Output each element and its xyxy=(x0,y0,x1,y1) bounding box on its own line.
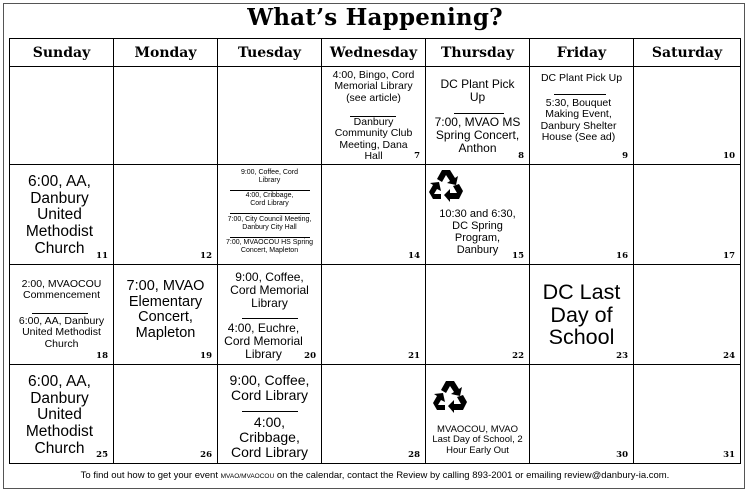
event-aa: 6:00, AA, Danbury United Methodist Church xyxy=(18,315,105,350)
footer-contact-text: on the calendar, contact the Review by calling 893-2001 or emailing review@danbury-ia.com. xyxy=(274,470,670,481)
day-cell-18 xyxy=(10,265,114,365)
event-community-club: Danbury Community Club Meeting, Dana Hall xyxy=(334,116,413,162)
day-cell-15 xyxy=(426,165,530,265)
day-cell-19 xyxy=(114,265,218,365)
event-coffee: 9:00, Coffee, Cord Library xyxy=(229,372,310,404)
day-header-thursday: Thursday xyxy=(426,39,530,67)
day-header-sunday: Sunday xyxy=(10,39,114,67)
day-cell-29 xyxy=(426,365,530,463)
day-number: 9 xyxy=(622,151,628,161)
event-cribbage: 4:00, Cribbage, Cord Library xyxy=(245,192,294,207)
day-cell-13 xyxy=(218,165,322,265)
day-number: 28 xyxy=(408,450,420,460)
event-cribbage: 4:00, Cribbage, Cord Library xyxy=(230,414,309,461)
event-coffee: 9:00, Coffee, Cord Library xyxy=(240,169,299,184)
event-plant-pickup: DC Plant Pick Up xyxy=(440,77,515,104)
day-cell-12 xyxy=(114,165,218,265)
event-divider xyxy=(242,318,298,319)
day-cell-21 xyxy=(322,265,426,365)
event-divider xyxy=(230,237,310,238)
day-cell-20 xyxy=(218,265,322,365)
day-number: 25 xyxy=(96,450,108,460)
day-number: 11 xyxy=(96,251,108,261)
day-cell-empty xyxy=(218,67,322,165)
event-divider xyxy=(230,190,310,191)
day-cell-28 xyxy=(322,365,426,463)
day-cell-empty xyxy=(10,67,114,165)
calendar-grid xyxy=(9,38,741,464)
event-hs-concert: 7:00, MVAOCOU HS Spring Concert, Mapleton xyxy=(225,239,313,254)
event-divider xyxy=(454,113,504,114)
event-coffee: 9:00, Coffee, Cord Memorial Library xyxy=(230,270,309,310)
day-cell-11 xyxy=(10,165,114,265)
day-number: 31 xyxy=(723,450,735,460)
footer-small-text: MVAO/MVAOCOU xyxy=(220,473,275,480)
day-number: 7 xyxy=(414,151,420,161)
day-number: 18 xyxy=(96,351,108,361)
day-header-wednesday: Wednesday xyxy=(322,39,426,67)
day-cell-14 xyxy=(322,165,426,265)
day-cell-10 xyxy=(634,67,740,165)
day-cell-31 xyxy=(634,365,740,463)
recycle-icon xyxy=(432,379,468,413)
day-header-friday: Friday xyxy=(530,39,634,67)
day-number: 15 xyxy=(512,251,524,261)
event-elementary-concert: 7:00, MVAO Elementary Concert, Mapleton xyxy=(126,278,205,341)
event-bouquet: 5:30, Bouquet Making Event, Danbury Shelter House (See ad) xyxy=(540,97,617,143)
day-number: 24 xyxy=(723,351,735,361)
event-plant-pickup: DC Plant Pick Up xyxy=(540,72,623,84)
day-number: 21 xyxy=(408,351,420,361)
event-euchre: 4:00, Euchre, Cord Memorial Library xyxy=(224,321,303,361)
day-cell-7 xyxy=(322,67,426,165)
day-number: 30 xyxy=(616,450,628,460)
event-divider xyxy=(230,213,310,214)
day-number: 10 xyxy=(723,151,735,161)
event-divider xyxy=(554,94,606,95)
day-cell-26 xyxy=(114,365,218,463)
event-bingo: 4:00, Bingo, Cord Memorial Library (see article) xyxy=(332,69,415,104)
day-cell-25 xyxy=(10,365,114,463)
day-cell-16 xyxy=(530,165,634,265)
day-cell-empty xyxy=(114,67,218,165)
page-title: What’s Happening? xyxy=(247,4,503,31)
day-cell-22 xyxy=(426,265,530,365)
day-number: 19 xyxy=(200,351,212,361)
day-cell-24 xyxy=(634,265,740,365)
event-mvao-last-day: MVAOCOU, MVAO Last Day of School, 2 Hour Early Out xyxy=(432,424,523,456)
day-cell-8 xyxy=(426,67,530,165)
day-number: 16 xyxy=(616,251,628,261)
day-number: 17 xyxy=(723,251,735,261)
day-number: 8 xyxy=(518,151,524,161)
day-cell-9 xyxy=(530,67,634,165)
day-cell-23 xyxy=(530,265,634,365)
event-aa: 6:00, AA, Danbury United Methodist Church xyxy=(25,173,94,257)
event-city-council: 7:00, City Council Meeting, Danbury City Hall xyxy=(227,216,312,231)
day-cell-30 xyxy=(530,365,634,463)
event-last-day-of-school: DC Last Day of School xyxy=(542,280,621,350)
day-cell-27 xyxy=(218,365,322,463)
recycle-icon xyxy=(428,168,464,202)
day-header-tuesday: Tuesday xyxy=(218,39,322,67)
day-cell-17 xyxy=(634,165,740,265)
day-header-saturday: Saturday xyxy=(634,39,740,67)
event-commencement: 2:00, MVAOCOU Commencement xyxy=(21,278,102,302)
day-number: 12 xyxy=(200,251,212,261)
event-aa: 6:00, AA, Danbury United Methodist Church xyxy=(25,373,94,457)
footer-text: To find out how to get your event xyxy=(80,470,221,481)
event-spring-concert: 7:00, MVAO MS Spring Concert, Anthon xyxy=(434,115,521,155)
day-number: 20 xyxy=(304,351,316,361)
event-spring-program: 10:30 and 6:30, DC Spring Program, Danbury xyxy=(439,208,516,256)
day-number: 22 xyxy=(512,351,524,361)
day-header-monday: Monday xyxy=(114,39,218,67)
event-divider xyxy=(32,313,88,314)
day-number: 14 xyxy=(408,251,420,261)
day-number: 23 xyxy=(616,351,628,361)
day-number: 26 xyxy=(200,450,212,460)
footer-note xyxy=(0,470,750,481)
event-divider xyxy=(242,411,298,412)
